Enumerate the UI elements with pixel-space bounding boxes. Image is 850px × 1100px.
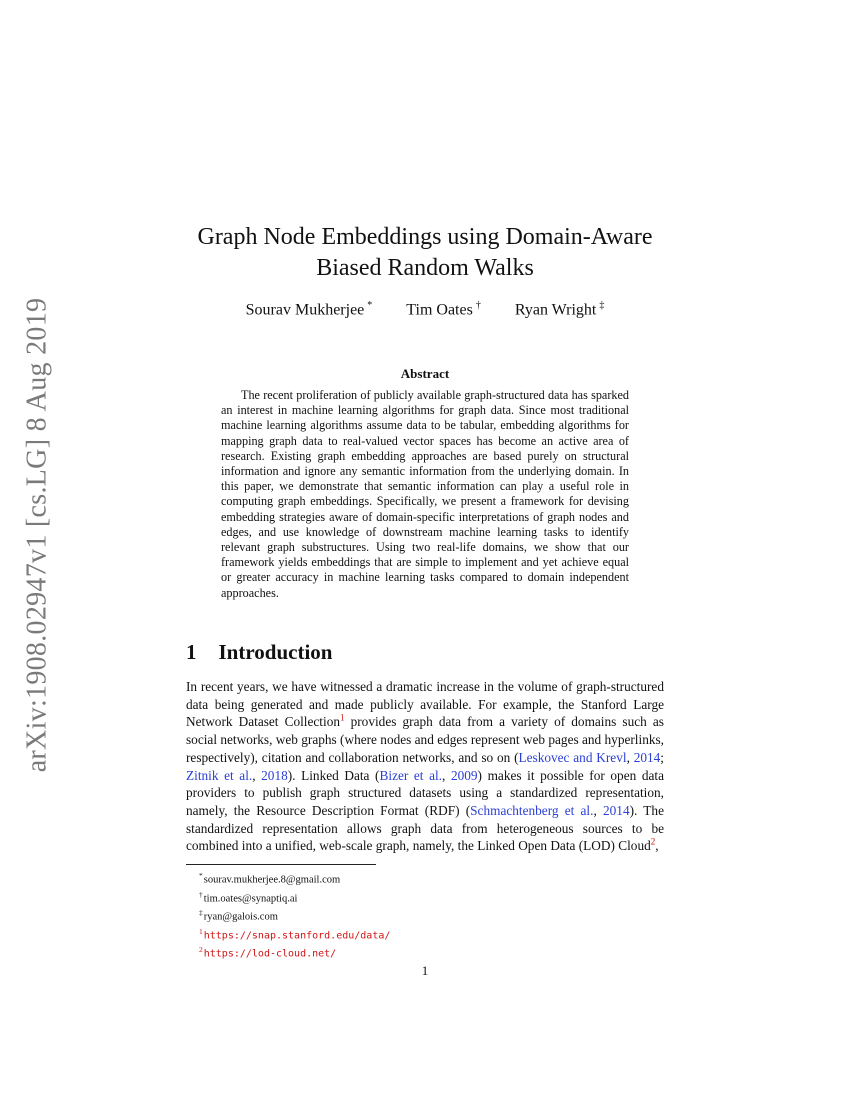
footnote-text: sourav.mukherjee.8@gmail.com (203, 874, 341, 886)
arxiv-side-stamp (17, 295, 57, 775)
arxiv-identifier: arXiv:1908.02947v1 [cs.LG] 8 Aug 2019 (21, 297, 53, 773)
author-mark: ‡ (599, 300, 605, 311)
author-name: Ryan Wright (514, 301, 597, 319)
intro-text: ). The standardized representation allows graph data from heterogeneous sources to be combined into a unified, web-scale graph, namely, the Linked Open Data (LOD) Cloud (186, 802, 664, 854)
footnote-ref-1[interactable]: 1 (340, 712, 345, 723)
author-mark: * (367, 300, 373, 311)
citation-year-link[interactable]: 2009 (450, 767, 478, 783)
footnote-link[interactable]: https://lod-cloud.net/ (203, 948, 337, 960)
footnote-email (199, 906, 659, 925)
intro-paragraph: In recent years, we have witnessed a dramatic increase in the volume of graph-structured data being generated and made publicly available. For example, the Stanford Large Network Dataset Collection$^1$ provides graph data from a variety of domains such as social networks, web graphs (where nodes and edges represent web pages and hyperlinks, respectively), citation and collaboration networks, and so on (Leskovec and Krevl, 2014; Zitnik et al., 2018). Linked Data (Bizer et al., 2009) makes it possible for open data providers to publish graph structured datasets using a standardized representation, namely, the Resource Description Format (RDF) (Schmachtenberg et al., 2014). The standardized representation allows graph data from heterogeneous sources to be combined into a unified, web-scale graph, namely, the Linked Open Data (LOD) Cloud$^2$, (186, 679, 665, 854)
author (515, 300, 605, 319)
citation-year-link[interactable]: 2014 (603, 802, 630, 818)
page-number: 1 (421, 963, 429, 978)
footnote-text: tim.oates@synaptiq.ai (203, 893, 298, 904)
footnote-mark: 2 (199, 945, 203, 954)
intro-text: provides graph data from a variety of domains such as social networks, web graphs (where nodes and edges represent web pages and hyperlinks, respectively), citation and collaboration networks, and so on ( (186, 714, 664, 765)
footnote-email (199, 888, 659, 907)
footnote-mark: * (199, 871, 203, 880)
intro-text: ) makes it possible for open data providers to publish graph structured datasets using a standardized representation, namely, the Resource Description Format (RDF) ( (186, 767, 665, 818)
footnote-email (199, 869, 659, 888)
section-heading (186, 640, 332, 665)
author-mark: † (475, 300, 481, 311)
author-list (150, 300, 700, 319)
author (246, 300, 373, 319)
footnote-rule (186, 864, 376, 865)
footnote-url (199, 925, 659, 944)
footnote-url (199, 943, 659, 962)
author (406, 300, 481, 319)
citation-link[interactable]: Zitnik et al. (186, 767, 253, 783)
intro-text: ). Linked Data ( (287, 767, 380, 783)
citation-link[interactable]: Leskovec and Krevl (518, 749, 627, 765)
footnote-text: ryan@galois.com (203, 911, 278, 923)
citation-year-link[interactable]: 2014 (633, 749, 661, 765)
paper-title (150, 222, 700, 284)
author-name: Tim Oates (406, 301, 473, 319)
abstract-heading: Abstract (400, 366, 450, 381)
abstract-text: The recent proliferation of publicly available graph-structured data has sparked an interest in machine learning algorithms for graph data. Since most traditional machine learning algorithms assume data to be tabular, embedding algorithms for mapping graph data to real-valued vector spaces has become an active area of research. Existing graph embedding approaches are based purely on structural information and ignore any semantic information from the underlying domain. In this paper, we demonstrate that semantic information can play a useful role in computing graph embeddings. Specifically, we present a framework for devising embedding strategies aware of domain-specific interpretations of graph nodes and edges, and use knowledge of downstream machine learning tasks to identify relevant graph substructures. Using two real-life domains, we show that our framework yields embeddings that are simple to implement and yet achieve equal or greater accuracy in machine learning tasks compared to domain independent approaches. (221, 388, 629, 600)
title-line-2: Biased Random Walks (316, 255, 534, 281)
footnote-mark: 1 (199, 926, 203, 936)
citation-link[interactable]: Bizer et al. (379, 767, 443, 783)
footnote-link[interactable]: https://snap.stanford.edu/data/ (203, 930, 391, 941)
intro-text: ; (660, 749, 664, 765)
section-number: 1 (186, 640, 197, 664)
section-title: Introduction (218, 640, 333, 664)
footnote-ref-2[interactable]: 2 (650, 836, 656, 847)
footnotes (199, 869, 659, 962)
intro-text: , (655, 838, 659, 854)
citation-year-link[interactable]: 2018 (261, 767, 288, 783)
footnote-mark: † (199, 889, 203, 899)
intro-text: In recent years, we have witnessed a dramatic increase in the volume of graph-structured data being generated and made publicly available. For example, the Stanford Large Network Dataset Collection (186, 679, 664, 730)
author-name: Sourav Mukherjee (245, 301, 365, 319)
footnote-mark: ‡ (199, 908, 203, 917)
title-line-1: Graph Node Embeddings using Domain-Aware (197, 224, 653, 250)
citation-link[interactable]: Schmachtenberg et al. (470, 802, 594, 818)
